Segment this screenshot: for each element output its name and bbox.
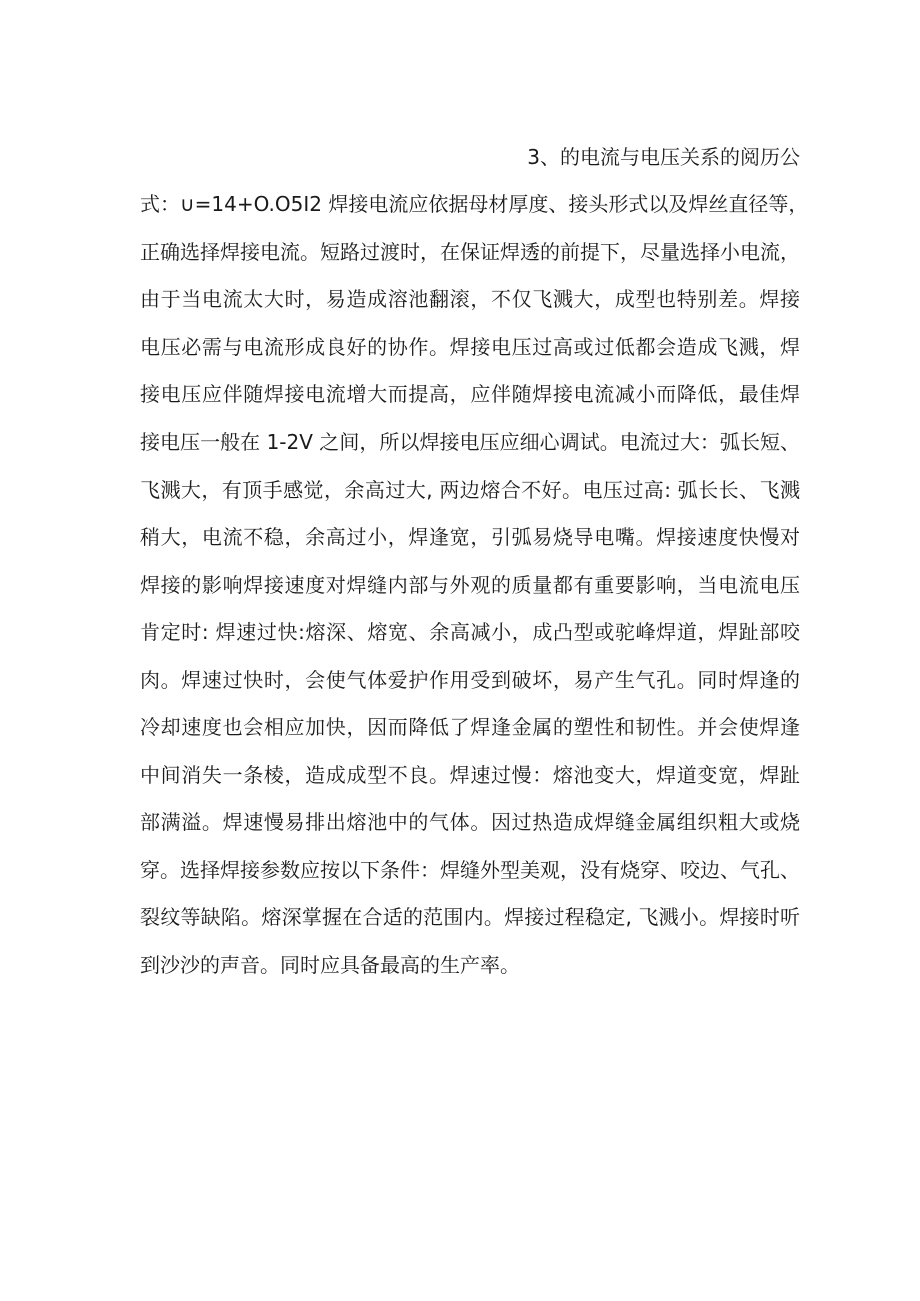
text-line-5: 电压必需与电流形成良好的协作。焊接电压过高或过低都会造成飞溅，焊 — [140, 335, 800, 359]
text-line-2: 式：∪=14+O.O5I2 焊接电流应依据母材厚度、接头形式以及焊丝直径等， — [140, 192, 809, 216]
text-line-11: 肯定时: 焊速过快:熔深、熔宽、余高减小，成凸型或驼峰焊道，焊趾部咬 — [140, 620, 800, 644]
text-line-8: 飞溅大，有顶手感觉，余高过大, 两边熔合不好。电压过高: 弧长长、飞溅 — [140, 478, 800, 502]
text-line-14: 中间消失一条棱，造成成型不良。焊速过慢：熔池变大，焊道变宽，焊趾 — [140, 763, 800, 787]
text-line-6: 接电压应伴随焊接电流增大而提高，应伴随焊接电流减小而降低，最佳焊 — [140, 382, 800, 406]
text-line-12: 肉。焊速过快时，会使气体爱护作用受到破坏，易产生气孔。同时焊逢的 — [140, 668, 800, 692]
text-line-18: 到沙沙的声音。同时应具备最高的生产率。 — [140, 953, 520, 977]
text-line-17: 裂纹等缺陷。熔深掌握在合适的范围内。焊接过程稳定, 飞溅小。焊接时听 — [140, 905, 800, 929]
text-line-1: 3、的电流与电压关系的阅历公 — [527, 145, 800, 169]
text-line-3: 正确选择焊接电流。短路过渡时，在保证焊透的前提下，尽量选择小电流， — [140, 240, 800, 264]
text-line-9: 稍大，电流不稳，余高过小，焊逢宽，引弧易烧导电嘴。焊接速度快慢对 — [140, 525, 800, 549]
text-line-4: 由于当电流太大时，易造成溶池翻滚，不仅飞溅大，成型也特别差。焊接 — [140, 287, 800, 311]
text-line-16: 穿。选择焊接参数应按以下条件：焊缝外型美观，没有烧穿、咬边、气孔、 — [140, 858, 800, 882]
text-line-10: 焊接的影响焊接速度对焊缝内部与外观的质量都有重要影响，当电流电压 — [140, 573, 800, 597]
text-line-7: 接电压一般在 1-2V 之间，所以焊接电压应细心调试。电流过大：弧长短、 — [140, 430, 800, 454]
text-line-13: 冷却速度也会相应加快，因而降低了焊逢金属的塑性和韧性。并会使焊逢 — [140, 715, 800, 739]
text-line-15: 部满溢。焊速慢易排出熔池中的气体。因过热造成焊缝金属组织粗大或烧 — [140, 810, 800, 834]
